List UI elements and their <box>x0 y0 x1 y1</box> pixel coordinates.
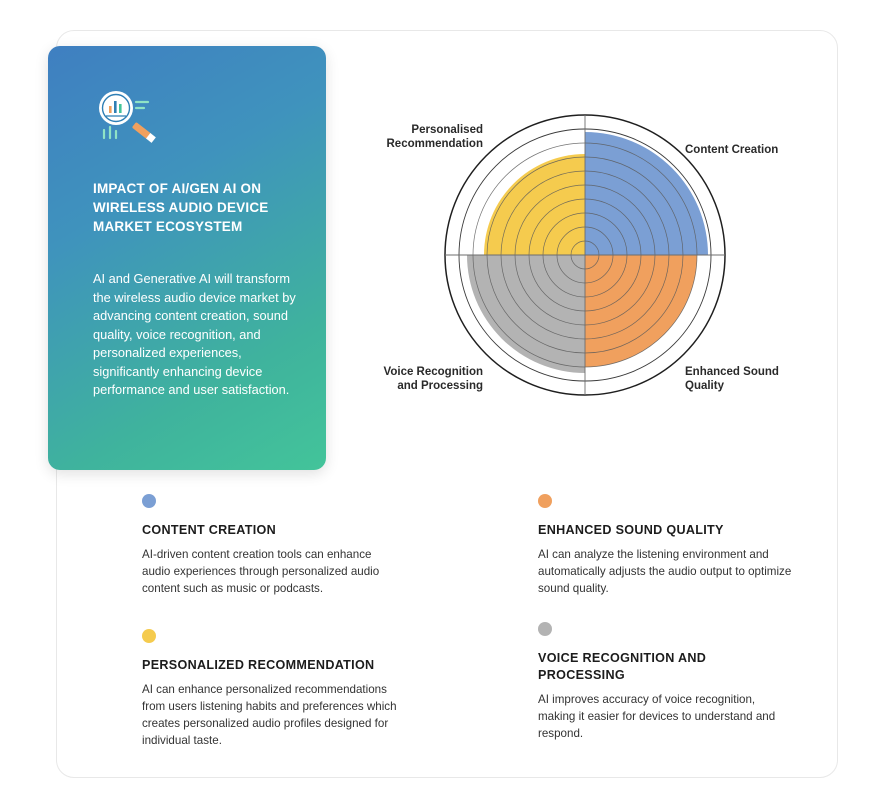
chart-label-content-creation: Content Creation <box>685 144 779 156</box>
legend-description: AI-driven content creation tools can enhance audio experiences through personalized audio content such as music or podcasts. <box>142 548 380 595</box>
chart-label-enhanced-line1: Enhanced Sound <box>685 366 779 378</box>
legend-dot-icon <box>142 494 156 508</box>
panel-title: IMPACT OF AI/GEN AI ON WIRELESS AUDIO DEVICE MARKET ECOSYSTEM <box>93 181 269 234</box>
legend-dot-icon <box>538 622 552 636</box>
audio-analytics-icon <box>92 86 166 148</box>
chart-label-personalised-line1: Personalised <box>411 124 483 136</box>
legend-description: AI improves accuracy of voice recognition, making it easier for devices to understand and respond. <box>538 693 776 740</box>
chart-label-voice-line2: and Processing <box>397 380 483 392</box>
intro-panel <box>48 46 326 470</box>
chart-label-voice-recognition <box>370 365 483 393</box>
chart-label-personalised-line2: Recommendation <box>386 138 483 150</box>
legend-description: AI can enhance personalized recommendations from users listening habits and preferences which creates personalized audio profiles designed for individual taste. <box>142 683 397 747</box>
legend-item-voice-recognition-and-processing <box>538 622 788 742</box>
legend-dot-icon <box>538 494 552 508</box>
legend-description: AI can analyze the listening environment and automatically adjusts the audio output to optimize sound quality. <box>538 548 792 595</box>
legend-dot-icon <box>142 629 156 643</box>
chart-label-enhanced-sound-quality <box>685 365 805 393</box>
panel-description: AI and Generative AI will transform the wireless audio device market by advancing content creation, sound quality, voice recognition, and personalized experiences, significantly enhancing device performance and user satisfaction. <box>93 271 296 397</box>
legend-item-enhanced-sound-quality <box>538 494 808 597</box>
chart-label-voice-line1: Voice Recognition <box>383 366 483 378</box>
quadrant-radial-chart <box>370 90 800 420</box>
legend-item-personalized-recommendation <box>142 629 407 749</box>
legend-title: CONTENT CREATION <box>142 523 276 537</box>
legend-title: VOICE RECOGNITION AND PROCESSING <box>538 651 707 682</box>
legend-item-content-creation <box>142 494 397 597</box>
legend-title: PERSONALIZED RECOMMENDATION <box>142 658 375 672</box>
chart-label-enhanced-line2: Quality <box>685 380 724 392</box>
legend-title: ENHANCED SOUND QUALITY <box>538 523 724 537</box>
chart-label-personalised-recommendation <box>373 123 483 151</box>
